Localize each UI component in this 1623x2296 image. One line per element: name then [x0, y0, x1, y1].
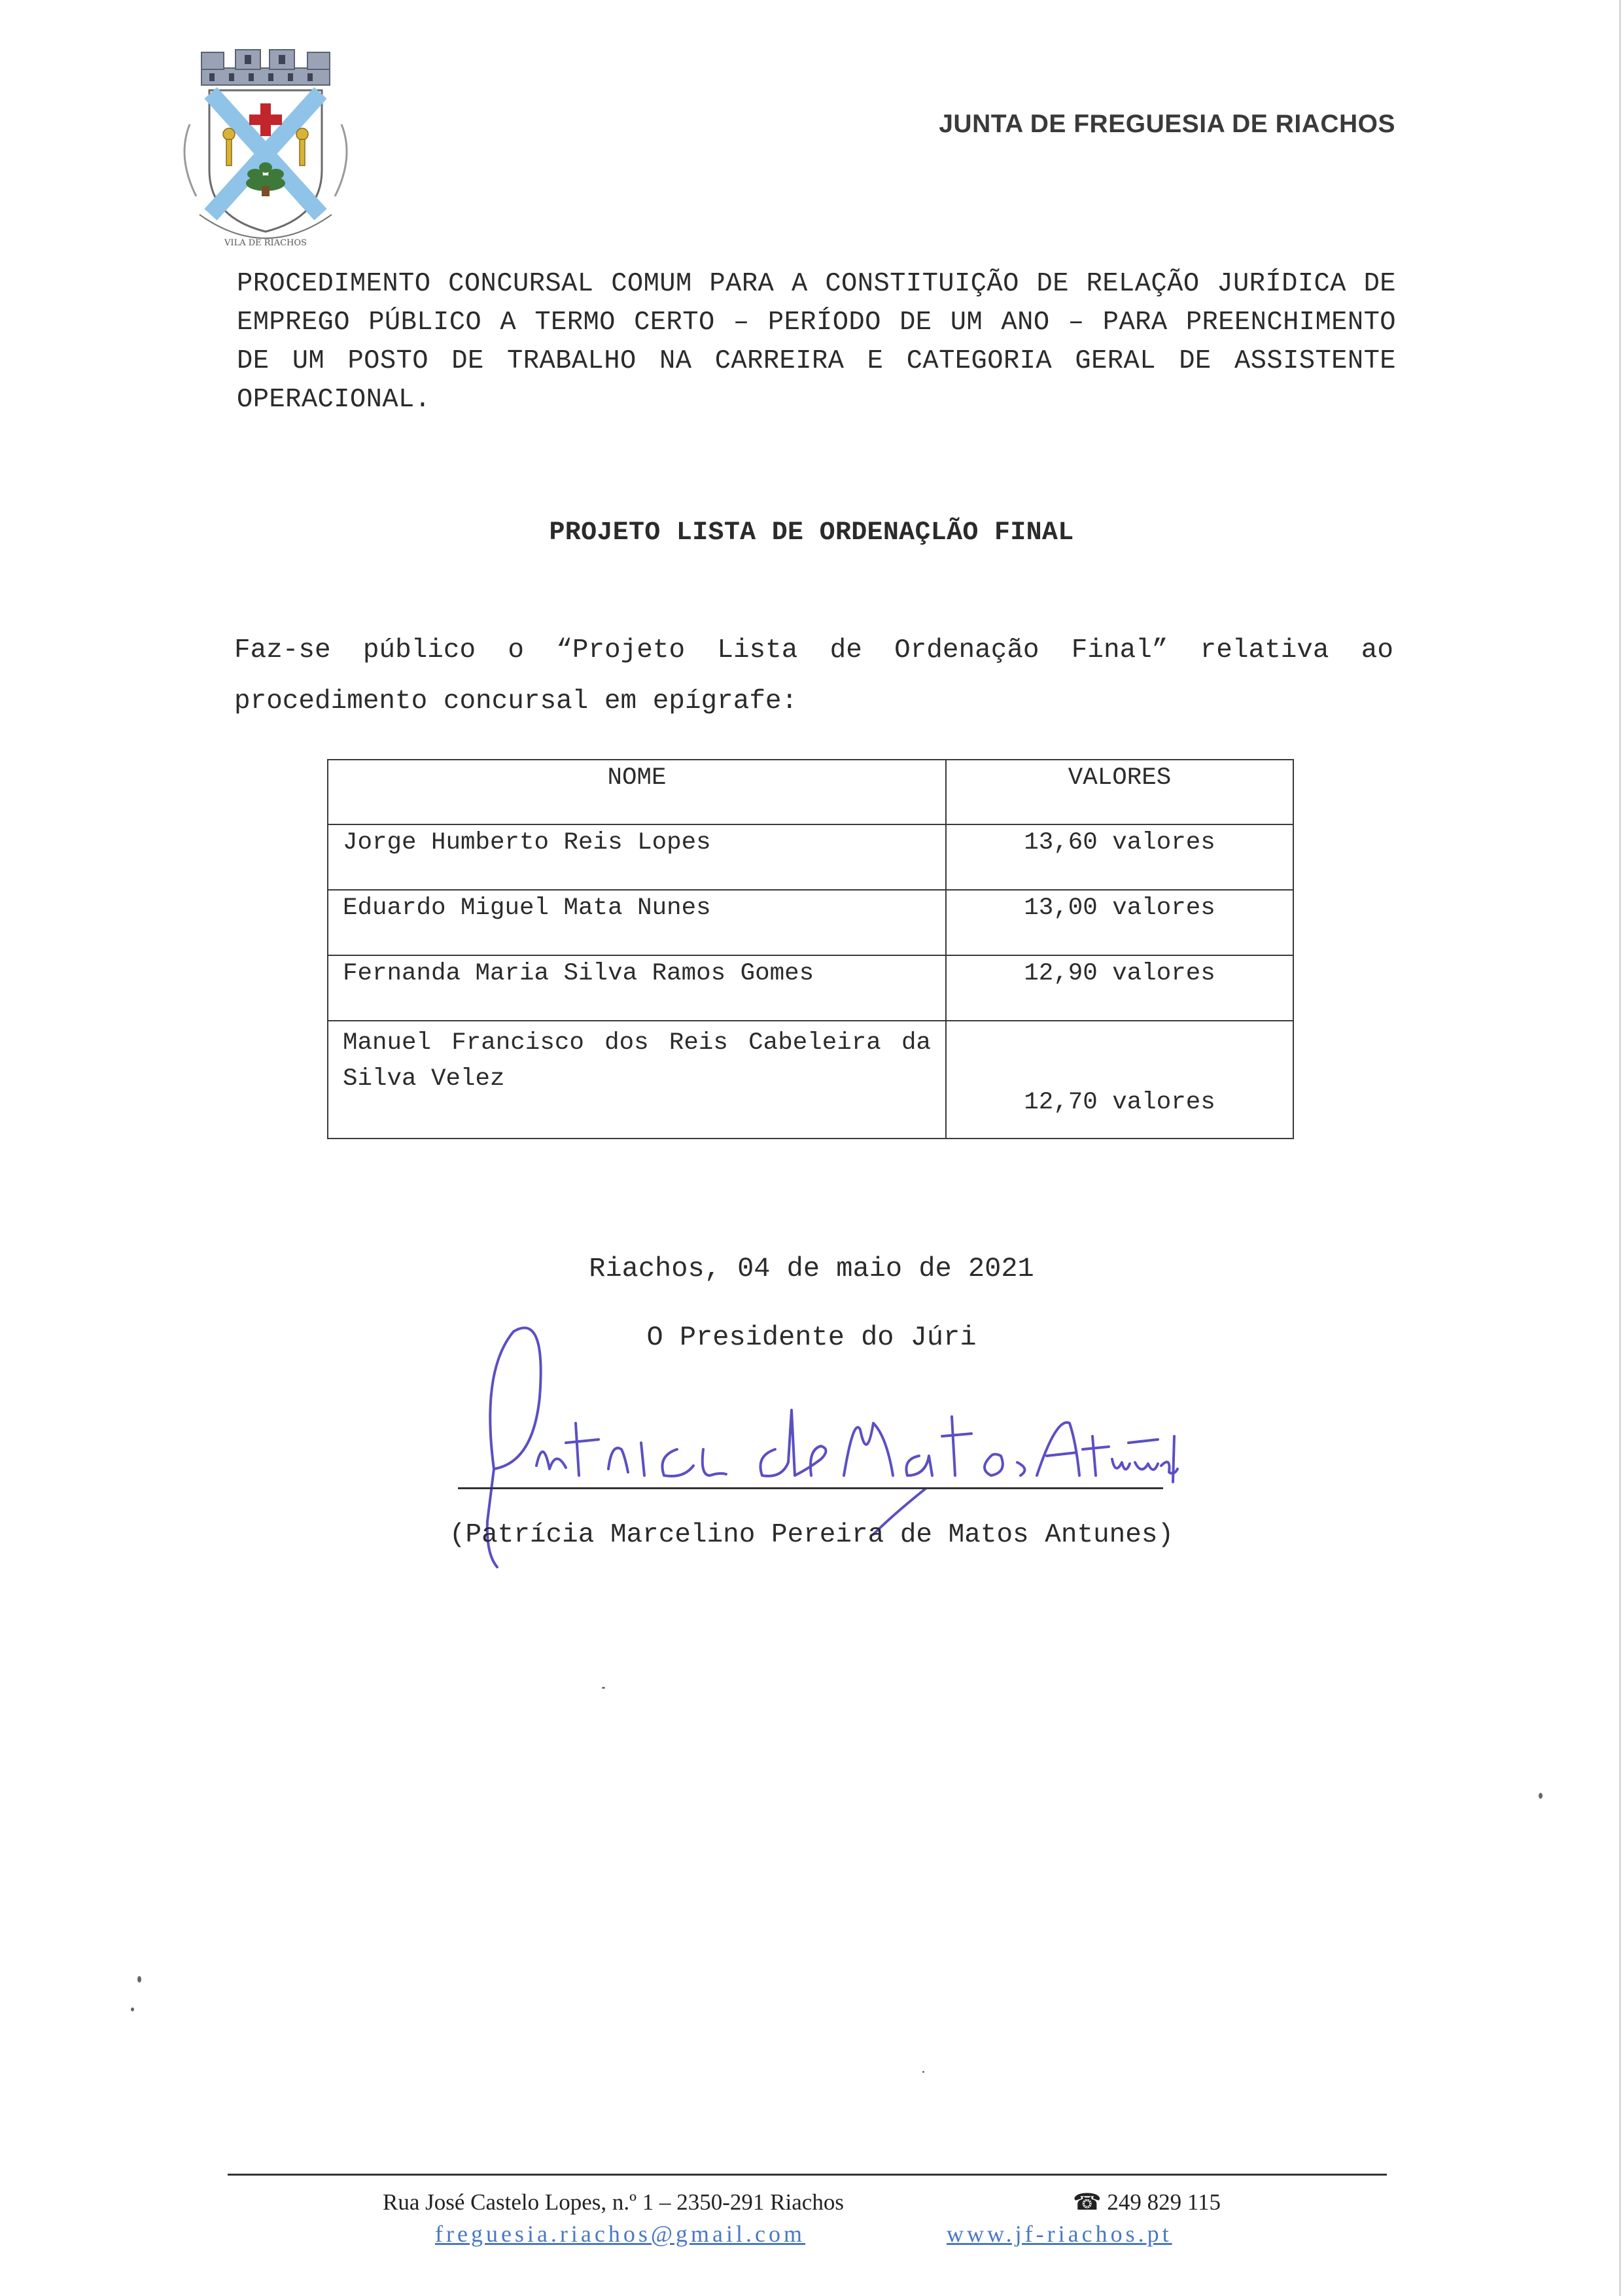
scan-speck [131, 2007, 134, 2011]
scan-speck [137, 1976, 141, 1983]
candidate-name: Eduardo Miguel Mata Nunes [328, 890, 946, 955]
phone-number: 249 829 115 [1107, 2189, 1221, 2215]
ranking-table [327, 759, 1294, 1139]
candidate-score: 13,00 valores [946, 890, 1293, 955]
footer-divider [228, 2174, 1387, 2176]
table-row [328, 890, 1293, 955]
crest-logo [164, 46, 366, 255]
table-row [328, 955, 1293, 1021]
candidate-name: Fernanda Maria Silva Ramos Gomes [328, 955, 946, 1021]
footer-email-link[interactable]: freguesia.riachos@gmail.com [435, 2221, 805, 2247]
signer-name: (Patrícia Marcelino Pereira de Matos Antunes) [449, 1520, 1174, 1550]
footer-phone [1073, 2189, 1221, 2216]
scan-edge [1619, 0, 1621, 2296]
table-row [328, 824, 1293, 890]
document-title: PROJETO LISTA DE ORDENAÇLÃO FINAL [549, 518, 1074, 548]
column-header-values: VALORES [946, 760, 1293, 824]
signer-role: O Presidente do Júri [646, 1322, 977, 1353]
place-and-date: Riachos, 04 de maio de 2021 [589, 1253, 1034, 1284]
footer-website-link[interactable]: www.jf-riachos.pt [947, 2221, 1172, 2247]
procedure-description: PROCEDIMENTO CONCURSAL COMUM PARA A CONSTITUIÇÃO DE RELAÇÃO JURÍDICA DE EMPREGO PÚBLICO A TERMO CERTO – PERÍODO DE UM ANO – PARA PREENCHIMENTO DE UM POSTO DE TRABALHO NA CARREIRA E CATEGORIA GERAL DE ASSISTENTE OPERACIONAL. [237, 269, 1396, 415]
footer-address: Rua José Castelo Lopes, n.º 1 – 2350-291 Riachos [383, 2189, 844, 2215]
scan-speck [602, 1687, 605, 1689]
candidate-name: Jorge Humberto Reis Lopes [328, 824, 946, 890]
candidate-score: 12,70 valores [946, 1021, 1293, 1139]
scan-speck [922, 2071, 924, 2073]
signature-line [458, 1487, 1163, 1489]
lead-paragraph: Faz-se público o “Projeto Lista de Ordenação Final” relativa ao procedimento concursal em epígrafe: [234, 635, 1393, 716]
table-header-row [328, 760, 1293, 824]
table-row [328, 1021, 1293, 1139]
candidate-name: Manuel Francisco dos Reis Cabeleira da Silva Velez [328, 1021, 946, 1139]
candidate-score: 13,60 valores [946, 824, 1293, 890]
scan-speck [1539, 1793, 1543, 1799]
svg-text:VILA DE RIACHOS: VILA DE RIACHOS [224, 238, 307, 248]
column-header-name: NOME [328, 760, 946, 824]
telephone-icon: ☎ [1073, 2189, 1102, 2215]
organization-name: JUNTA DE FREGUESIA DE RIACHOS [939, 110, 1395, 138]
candidate-score: 12,90 valores [946, 955, 1293, 1021]
